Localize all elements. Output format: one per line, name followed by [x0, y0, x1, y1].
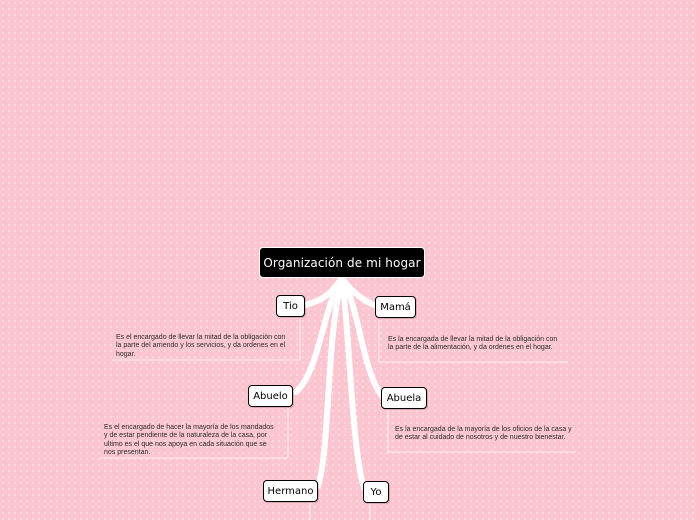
central-topic[interactable]: Organización de mi hogar: [259, 247, 425, 278]
topic-tio[interactable]: Tio: [276, 295, 305, 317]
topic-mama[interactable]: Mamá: [375, 296, 416, 318]
note-tio: Es el encargado de llevar la mitad de la obligación con la parte del arriendo y los servicios, y da ordenes en el hogar.: [116, 334, 286, 358]
topic-hermano[interactable]: Hermano: [263, 480, 318, 502]
topic-yo[interactable]: Yo: [363, 481, 389, 503]
topic-abuelo[interactable]: Abuelo: [248, 385, 293, 407]
note-abuela: Es la encargada de la mayoría de los oficios de la casa y de estar al cuidado de nosotros y de nuestro bienestar.: [395, 426, 572, 442]
topic-abuela[interactable]: Abuela: [381, 387, 427, 409]
note-mama: Es la encargada de llevar la mitad de la obligación con la parte de la alimentación, y da ordenes en el hogar.: [388, 336, 558, 352]
note-abuelo: Es el encargado de hacer la mayoría de los mandados y de estar pendiente de la naturaleza de la casa, por ultimo es el que nos apoya en cada situación que se nos presentan.: [104, 424, 274, 457]
